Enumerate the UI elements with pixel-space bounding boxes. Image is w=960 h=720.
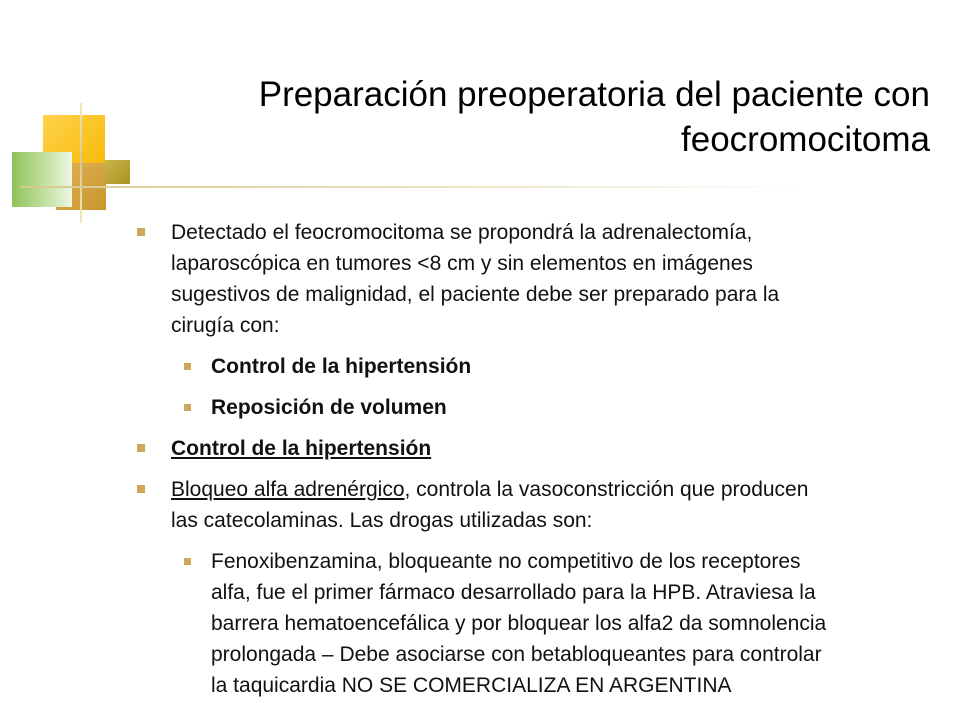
sub-bullet-3-line2: alfa, fue el primer fármaco desarrollado para la HPB. Atraviesa la bbox=[211, 581, 816, 604]
sub-bullet-item-2 bbox=[132, 392, 932, 423]
sub-bullet-item-1 bbox=[132, 351, 932, 382]
sub-bullet-3-line5: la taquicardia NO SE COMERCIALIZA EN ARGENTINA bbox=[211, 674, 732, 697]
bullet-3-rest-text: , controla la vasoconstricción que producen bbox=[404, 478, 809, 501]
title-divider-line bbox=[20, 186, 810, 188]
bullet-1-line4: cirugía con: bbox=[171, 314, 280, 337]
bullet-item-2 bbox=[132, 433, 932, 464]
bullet-1-line1: Detectado el feocromocitoma se propondrá la adrenalectomía, bbox=[171, 221, 753, 244]
square-bullet-icon bbox=[137, 228, 145, 236]
bullet-3-underlined-text: Bloqueo alfa adrenérgico bbox=[171, 478, 405, 501]
sub-bullet-item-3 bbox=[132, 546, 932, 701]
square-bullet-icon bbox=[184, 363, 191, 370]
slide-body bbox=[132, 217, 932, 711]
square-bullet-icon bbox=[137, 485, 145, 493]
sub-bullet-3-line1: Fenoxibenzamina, bloqueante no competitivo de los receptores bbox=[211, 550, 801, 573]
sub-bullet-2-text: Reposición de volumen bbox=[211, 396, 447, 419]
decor-vertical-line bbox=[80, 103, 82, 223]
bullet-item-3 bbox=[132, 474, 932, 536]
decor-square-olive bbox=[105, 160, 130, 184]
sub-bullet-3-line4: prolongada – Debe asociarse con betabloqueantes para controlar bbox=[211, 643, 822, 666]
bullet-item-1 bbox=[132, 217, 932, 341]
slide-title-line1: Preparación preoperatoria del paciente con bbox=[258, 75, 930, 114]
sub-bullet-1-text: Control de la hipertensión bbox=[211, 355, 472, 378]
square-bullet-icon bbox=[184, 404, 191, 411]
bullet-3-line2: las catecolaminas. Las drogas utilizadas son: bbox=[171, 509, 593, 532]
bullet-2-text: Control de la hipertensión bbox=[171, 437, 432, 460]
slide-title-line2: feocromocitoma bbox=[681, 120, 930, 159]
bullet-1-line3: sugestivos de malignidad, el paciente debe ser preparado para la bbox=[171, 283, 780, 306]
bullet-1-line2: laparoscópica en tumores <8 cm y sin elementos en imágenes bbox=[171, 252, 753, 275]
bullet-3-line1 bbox=[171, 474, 932, 505]
square-bullet-icon bbox=[137, 444, 145, 452]
square-bullet-icon bbox=[184, 558, 191, 565]
decor-square-green bbox=[12, 152, 72, 207]
slide-title bbox=[150, 72, 930, 162]
sub-bullet-3-line3: barrera hematoencefálica y por bloquear los alfa2 da somnolencia bbox=[211, 612, 827, 635]
